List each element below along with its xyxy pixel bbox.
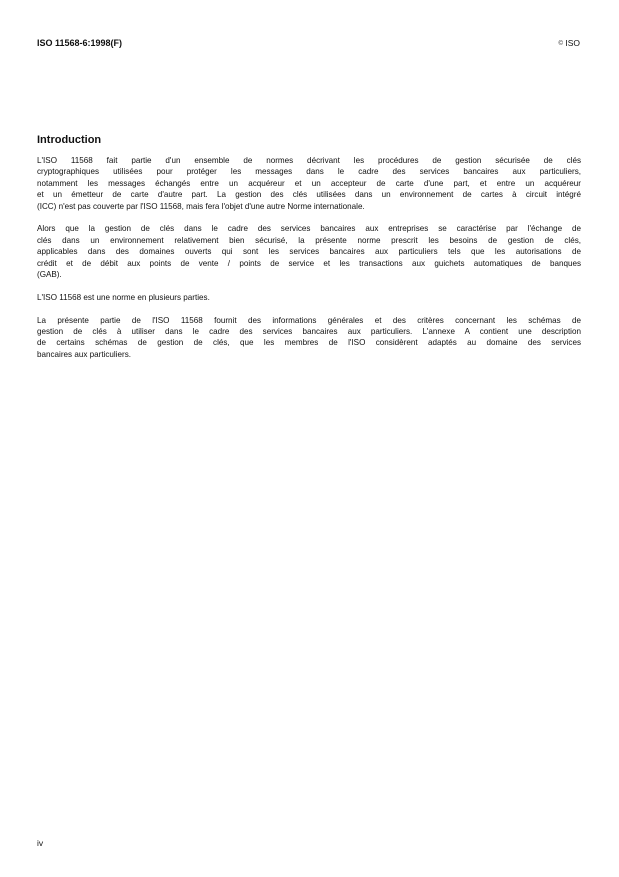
paragraph — [37, 223, 581, 280]
text-line: clés dans un environnement relativement bien sécurisé, la présente norme prescrit les besoins de gestion de clés, — [37, 235, 581, 245]
text-line: L'ISO 11568 fait partie d'un ensemble de normes décrivant les procédures de gestion sécurisée de clés — [37, 156, 581, 165]
paragraph — [37, 155, 581, 212]
text-line: (ICC) n'est pas couverte par l'ISO 11568, mais fera l'objet d'une autre Norme internationale. — [37, 201, 365, 211]
text-line: cryptographiques utilisées pour protéger les messages dans le cadre des services bancaires aux particuliers, — [37, 167, 581, 177]
text-line: notamment les messages échangés entre un acquéreur et un accepteur de carte d'une part, et entre un acquéreur — [37, 178, 581, 188]
text-line: L'ISO 11568 est une norme en plusieurs parties. — [37, 292, 210, 302]
text-line: applicables dans des domaines ouverts qui sont les services bancaires aux particuliers tels que les autorisations de — [37, 247, 581, 257]
copyright-owner: ISO — [565, 38, 580, 48]
paragraph — [37, 315, 581, 361]
paragraph — [37, 292, 581, 303]
page-number: iv — [37, 838, 44, 848]
introduction-body — [37, 155, 581, 372]
copyright-notice — [559, 38, 580, 48]
text-line: gestion de clés à utiliser dans le cadre des services bancaires aux particuliers. L'annexe A contient une description — [37, 327, 581, 337]
text-line: (GAB). — [37, 270, 62, 280]
text-line: crédit et de débit aux points de vente / points de service et les transactions aux guichets automatiques de banques — [37, 258, 581, 268]
text-line: de certains schémas de gestion de clés, que les membres de l'ISO considèrent adaptés au domaine des services — [37, 338, 581, 348]
document-id: ISO 11568-6:1998(F) — [37, 38, 123, 48]
text-line: bancaires aux particuliers. — [37, 349, 132, 359]
copyright-symbol: © — [558, 41, 563, 47]
text-line: et un émetteur de carte d'autre part. La gestion des clés utilisées dans un environnement de cartes à circuit intégré — [37, 190, 581, 200]
section-heading: Introduction — [37, 134, 102, 146]
text-line: La présente partie de l'ISO 11568 fournit des informations générales et des critères concernant les schémas de — [37, 315, 581, 325]
text-line: Alors que la gestion de clés dans le cadre des services bancaires aux entreprises se caractérise par l'échange de — [37, 224, 581, 234]
